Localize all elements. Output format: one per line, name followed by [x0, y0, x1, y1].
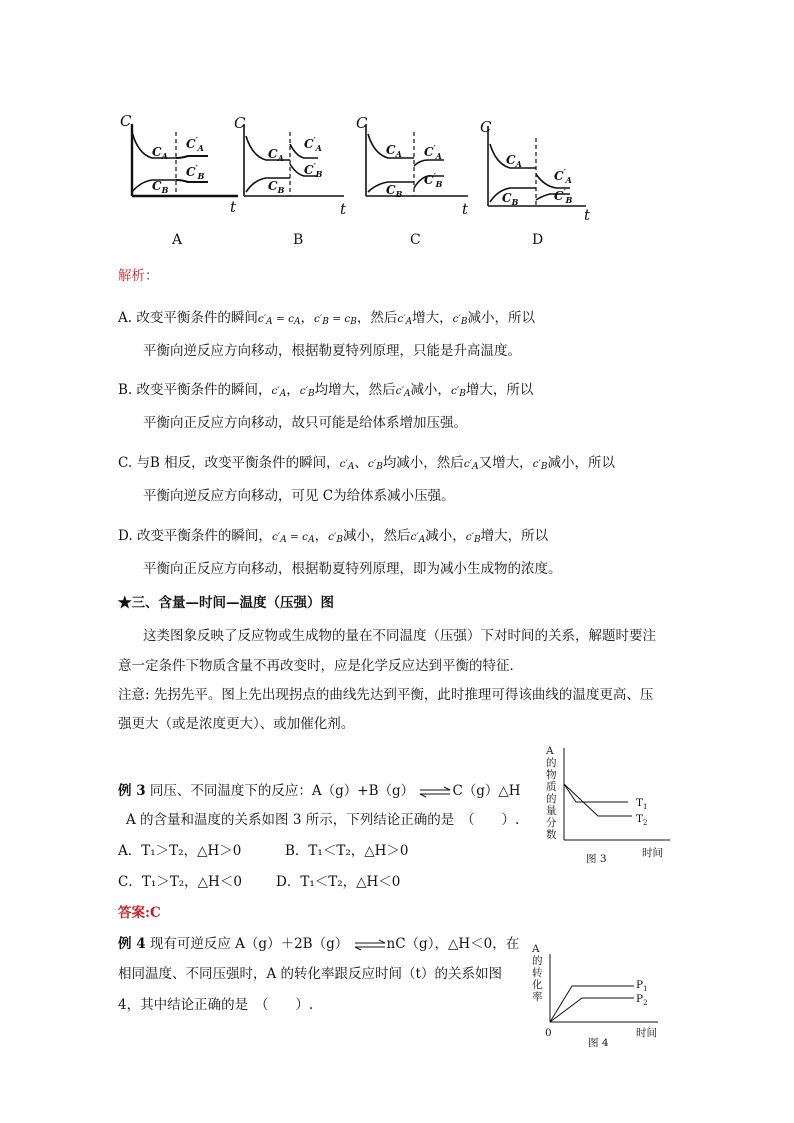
curve-label-ca: $C_A$	[506, 153, 522, 169]
y-axis-label: 分	[546, 817, 557, 829]
item-label: D.	[118, 528, 133, 544]
analysis-a-line2: 平衡向逆反应方向移动，根据勒夏特列原理，只能是升高温度。	[143, 343, 521, 359]
y-axis-label: 化	[532, 979, 543, 991]
text: 减小，所以	[467, 310, 535, 326]
text: 减小，	[425, 528, 466, 544]
text: 增大，所以	[480, 528, 549, 544]
y-axis-label: 数	[546, 829, 557, 841]
curve-label-ca-prime: $C'_A$	[554, 167, 572, 185]
text: 减小，然后	[342, 528, 411, 544]
y-axis-label: 转	[532, 967, 543, 979]
panel-label-b: B	[293, 232, 304, 248]
text: 增大，	[412, 310, 453, 326]
curve-label-cb-prime: $C'_B$	[304, 161, 323, 179]
text: 又增大，	[478, 455, 533, 471]
text: C（g）△H	[452, 783, 521, 799]
analysis-b-line1: B. 改变平衡条件的瞬间，$c'_A$，$c'_B$均增大，然后$c'_A$减小，$c'_B$增大，所以	[118, 382, 534, 399]
analysis-a-line1: A. 改变平衡条件的瞬间$c'_A = c_A$，$c'_B = c_B$，然后$c'_A$增大，$c'_B$减小，所以	[118, 310, 535, 327]
curve-label-ca: $C_A$	[152, 145, 168, 161]
axis-c-label: C	[356, 114, 368, 132]
text: 现有可逆反应 A（g）＋2B（g）	[149, 936, 349, 952]
x-axis-label: 时间	[642, 847, 663, 859]
text: 均增大，然后	[314, 382, 396, 398]
equilibrium-arrow-icon	[353, 939, 387, 951]
example3-line1	[118, 781, 521, 801]
curve-label-cb-prime: $C'_B$	[554, 187, 573, 205]
text: nC（g），△H＜0，在	[386, 936, 520, 952]
text: ，	[314, 528, 329, 544]
text: 改变平衡条件的瞬间，	[136, 528, 272, 544]
section3-para-line2: 意一定条件下物质含量不再改变时，应是化学反应达到平衡的特征．	[118, 658, 523, 674]
graph-a	[132, 124, 238, 196]
curve-label-t1: $T_1$	[636, 797, 648, 811]
figure-caption: 图 4	[588, 1037, 609, 1049]
item-label: A.	[118, 310, 133, 326]
y-axis-label: A	[532, 943, 540, 955]
text: 同压、不同温度下的反应：A（g）+B（g）	[149, 783, 415, 799]
figure-caption: 图 3	[586, 853, 607, 865]
y-axis-label: 率	[532, 991, 543, 1003]
x-axis-label: 时间	[636, 1027, 657, 1039]
curve-label-cb: $C_B$	[152, 179, 169, 195]
analysis-c-line2: 平衡向逆反应方向移动，可见 C为给体系减小压强。	[143, 488, 455, 504]
graph-c	[366, 124, 468, 196]
example3-option-c: C．T₁＞T₂，△H＜0	[118, 874, 242, 890]
y-axis-label: 的	[546, 757, 557, 769]
curve-label-p1: $P_1$	[636, 979, 648, 993]
axis-t-label: t	[230, 198, 237, 216]
example4-line2: 相同温度、不同压强时，A 的转化率跟反应时间（t）的关系如图	[118, 966, 502, 982]
section3-title: ★三、含量—时间—温度（压强）图	[118, 595, 334, 611]
text: 减小，	[410, 382, 451, 398]
text: 均减小，然后	[382, 455, 464, 471]
curve-label-t2: $T_2$	[636, 813, 648, 827]
item-label: B.	[118, 382, 133, 398]
y-axis-label: 量	[546, 805, 557, 817]
example3-answer: 答案:C	[118, 905, 161, 921]
text: 增大，所以	[465, 382, 534, 398]
axis-c-label: C	[480, 118, 492, 136]
analysis-d-line2: 平衡向正反应方向移动，根据勒夏特列原理，即为减小生成物的浓度。	[143, 561, 562, 577]
analysis-heading: 解析：	[118, 268, 159, 284]
axis-c-label: C	[234, 114, 246, 132]
equilibrium-arrow-icon	[418, 786, 452, 798]
analysis-d-line1: D. 改变平衡条件的瞬间，$c'_A = c_A$，$c'_B$减小，然后$c'_A$减小，$c'_B$增大，所以	[118, 528, 549, 545]
text: 改变平衡条件的瞬间	[136, 310, 258, 326]
text: ，然后	[356, 310, 398, 326]
text: 减小，所以	[547, 455, 615, 471]
section3-para-line1: 这类图象反映了反应物或生成物的量在不同温度（压强）下对时间的关系，解题时要注	[143, 628, 656, 644]
panel-label-d: D	[532, 232, 544, 248]
curve-label-ca-prime: $C'_A$	[186, 135, 204, 153]
figure-3	[540, 744, 680, 868]
analysis-b-line2: 平衡向正反应方向移动，故只可能是给体系增加压强。	[143, 415, 467, 431]
panel-label-c: C	[410, 232, 421, 248]
example3-option-d: D．T₁＜T₂，△H＜0	[276, 874, 401, 890]
curve-label-cb-prime: $C'_B$	[424, 171, 443, 189]
text: 与B 相反，改变平衡条件的瞬间，	[136, 455, 340, 471]
curve-label-cb-prime: $C'_B$	[186, 163, 205, 181]
curve-label-cb: $C_B$	[502, 191, 519, 207]
curve-label-ca-prime: $C'_A$	[424, 143, 442, 161]
example3-option-b: B．T₁＜T₂，△H＞0	[285, 843, 409, 859]
item-label: C.	[118, 455, 133, 471]
example4-line1	[118, 934, 519, 954]
text: 改变平衡条件的瞬间，	[136, 382, 272, 398]
y-axis-label: 质	[546, 781, 557, 793]
y-axis-label: 的	[532, 955, 543, 967]
figure-4	[528, 940, 668, 1050]
curve-label-cb: $C_B$	[268, 179, 285, 195]
panel-label-a: A	[172, 232, 183, 248]
y-axis-label: 物	[546, 769, 557, 781]
section3-note-line2: 强更大（或是浓度更大）、或加催化剂。	[118, 716, 355, 732]
y-axis-label: 的	[546, 793, 557, 805]
section3-note-line1: 注意: 先拐先平。图上先出现拐点的曲线先达到平衡，此时推理可得该曲线的温度更高、压	[118, 687, 654, 703]
curve-label-cb: $C_B$	[386, 183, 403, 199]
curve-label-ca: $C_A$	[268, 147, 284, 163]
top-figure-graphs	[118, 104, 598, 254]
curve-label-p2: $P_2$	[636, 993, 648, 1007]
curve-label-ca-prime: $C'_A$	[304, 135, 322, 153]
axis-t-label: t	[584, 206, 591, 224]
example-label: 例 4	[118, 936, 146, 952]
example-label: 例 3	[118, 783, 146, 799]
curve-label-ca: $C_A$	[386, 143, 402, 159]
example3-option-a: A．T₁＞T₂，△H＞0	[118, 843, 242, 859]
axis-c-label: C	[120, 112, 132, 130]
graph-b	[244, 124, 344, 196]
origin-label: 0	[545, 1027, 552, 1039]
y-axis-label: A	[546, 745, 554, 757]
axis-t-label: t	[462, 200, 469, 218]
axis-t-label: t	[340, 200, 347, 218]
analysis-c-line1: C. 与B 相反，改变平衡条件的瞬间，$c'_A$、$c'_B$均减小，然后$c'_A$又增大，$c'_B$减小，所以	[118, 455, 615, 472]
example3-line2: A 的含量和温度的关系如图 3 所示，下列结论正确的是 （ ）.	[126, 812, 520, 828]
example4-line3: 4，其中结论正确的是 （ ）.	[118, 997, 314, 1013]
